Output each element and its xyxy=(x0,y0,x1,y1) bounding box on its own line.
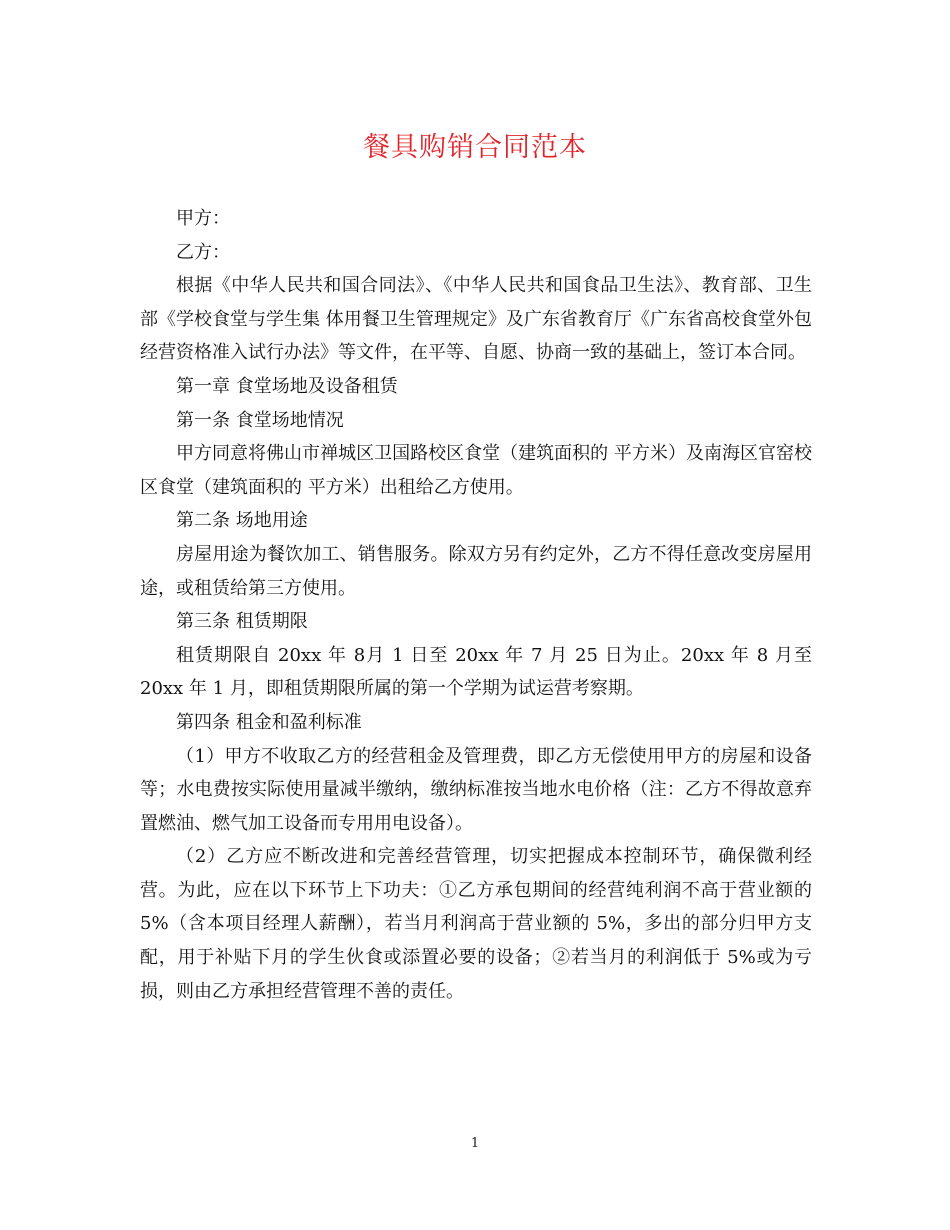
party-a-line: 甲方： xyxy=(176,208,230,229)
article-heading: 第四条 租金和盈利标准 xyxy=(176,711,362,733)
article-heading: 第三条 租赁期限 xyxy=(176,611,308,633)
page-number: 1 xyxy=(470,1136,480,1151)
clause-paragraph: （2）乙方应不断改进和完善经营管理，切实把握成本控制环节，确保微利经营。为此，应在以下环节上下功夫：①乙方承包期间的经营纯利润不高于营业额的 5%（含本项目经理人薪酬），若当月利润高于营业额的 5%，多出的部分归甲方支配，用于补贴下月的学生伙食或添置必要的设备；②若当月的利润低于 5%或为亏损，则由乙方承担经营管理不善的责任。 xyxy=(140,846,812,1002)
document-title: 餐具购销合同范本 xyxy=(363,132,587,163)
chapter-heading: 第一章 食堂场地及设备租赁 xyxy=(176,375,398,397)
article-paragraph: 房屋用途为餐饮加工、销售服务。除双方另有约定外，乙方不得任意改变房屋用途，或租赁给第三方使用。 xyxy=(140,543,812,599)
preamble-paragraph: 根据《中华人民共和国合同法》、《中华人民共和国食品卫生法》、教育部、卫生部《学校食堂与学生集 体用餐卫生管理规定》及广东省教育厅《广东省高校食堂外包经营资格准入试行办法》等文件，在平等、自愿、协商一致的基础上，签订本合同。 xyxy=(140,275,812,364)
article-heading: 第二条 场地用途 xyxy=(176,510,308,532)
article-heading: 第一条 食堂场地情况 xyxy=(176,409,344,431)
article-paragraph: 租赁期限自 20xx 年 8月 1 日至 20xx 年 7 月 25 日为止。20xx 年 8 月至 20xx 年 1 月，即租赁期限所属的第一个学期为试运营考察期。 xyxy=(140,644,812,700)
clause-paragraph: （1）甲方不收取乙方的经营租金及管理费，即乙方无偿使用甲方的房屋和设备等；水电费按实际使用量减半缴纳，缴纳标准按当地水电价格（注：乙方不得故意弃置燃油、燃气加工设备而专用用电设备）。 xyxy=(140,745,812,834)
article-paragraph: 甲方同意将佛山市禅城区卫国路校区食堂（建筑面积的 平方米）及南海区官窑校区食堂（建筑面积的 平方米）出租给乙方使用。 xyxy=(140,443,812,498)
party-b-line: 乙方： xyxy=(176,241,230,263)
document-body xyxy=(140,202,812,1008)
